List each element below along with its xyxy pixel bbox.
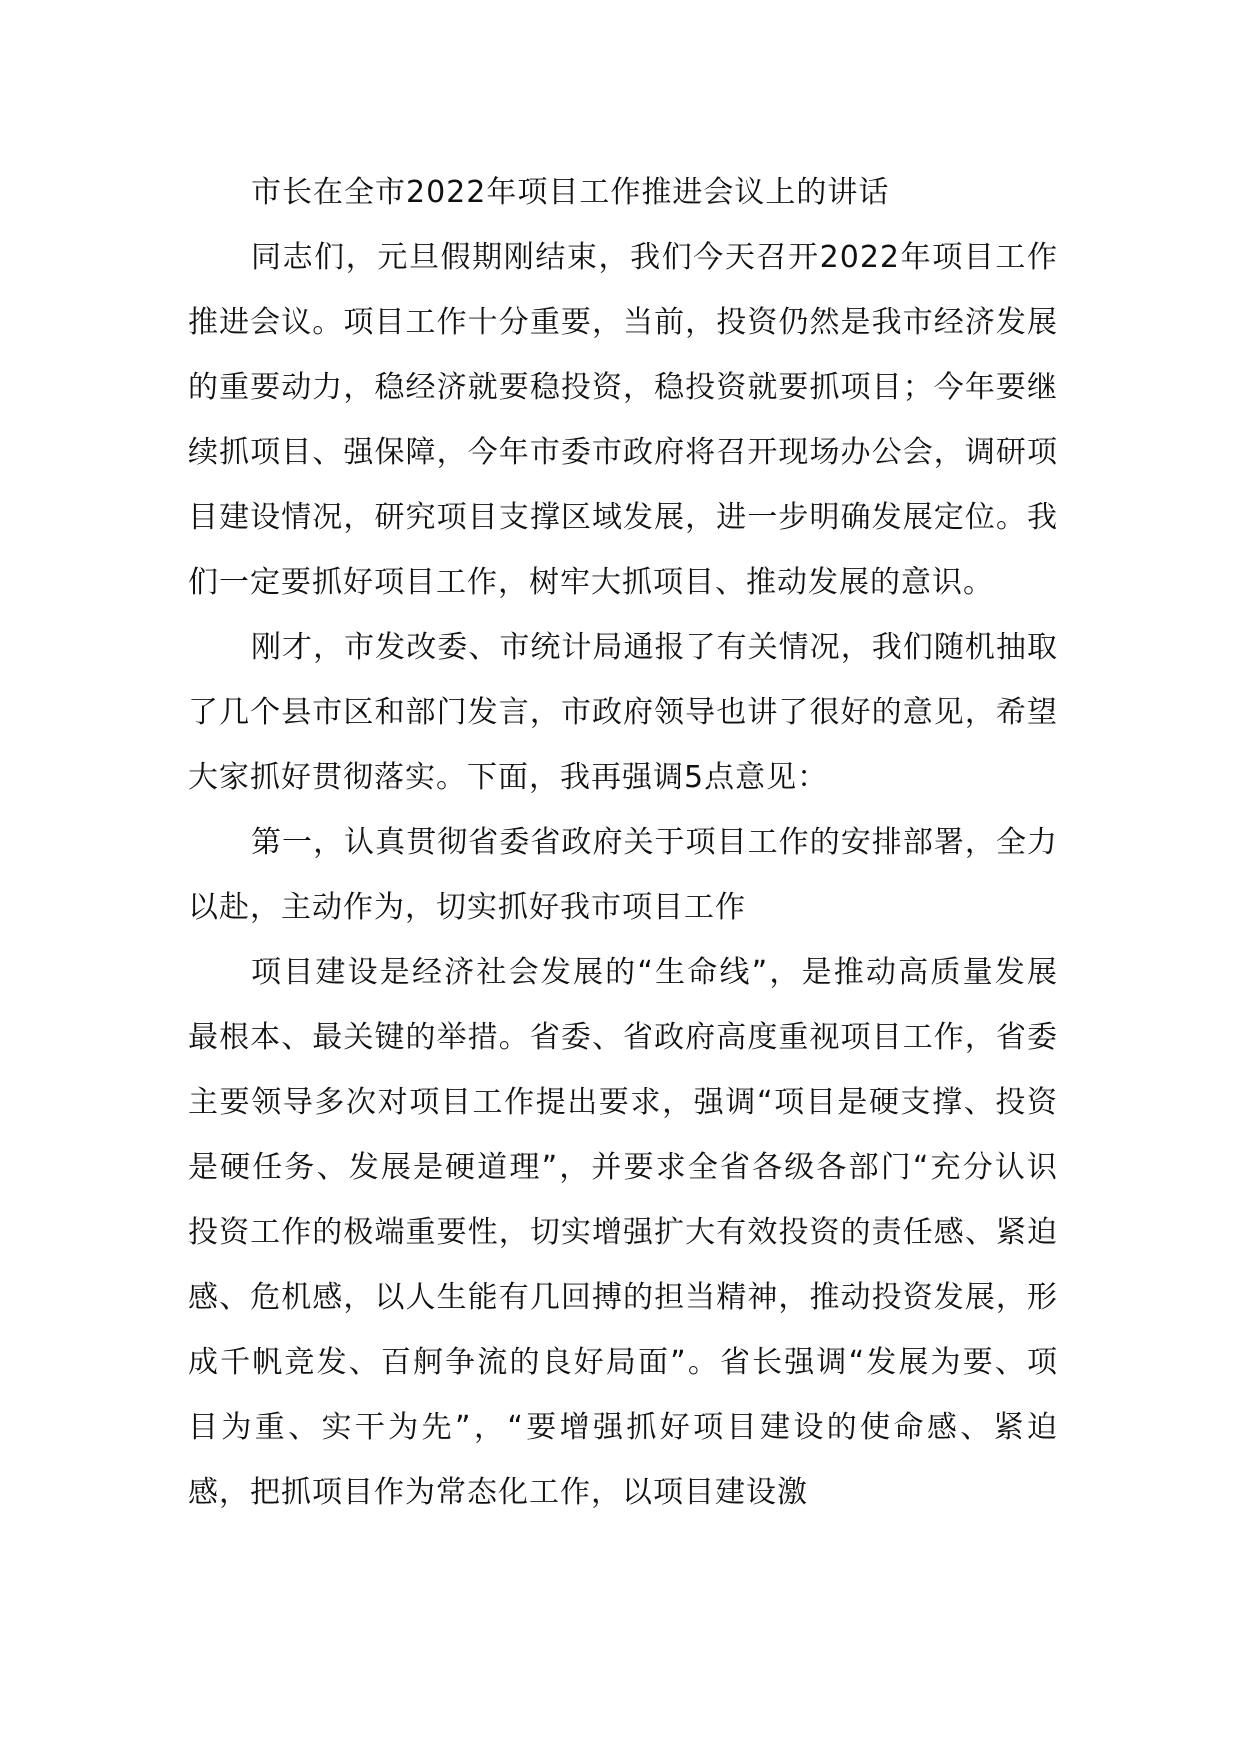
paragraph-reports: 刚才，市发改委、市统计局通报了有关情况，我们随机抽取了几个县市区和部门发言，市政府领导也讲了很好的意见，希望大家抓好贯彻落实。下面，我再强调5点意见：	[188, 630, 1058, 795]
paragraph-point-one-heading: 第一，认真贯彻省委省政府关于项目工作的安排部署，全力以赴，主动作为，切实抓好我市项目工作	[188, 825, 1058, 925]
paragraph-opening: 同志们，元旦假期刚结束，我们今天召开2022年项目工作推进会议。项目工作十分重要，当前，投资仍然是我市经济发展的重要动力，稳经济就要稳投资，稳投资就要抓项目；今年要继续抓项目、强保障，今年市委市政府将召开现场办公会，调研项目建设情况，研究项目支撑区域发展，进一步明确发展定位。我们一定要抓好项目工作，树牢大抓项目、推动发展的意识。	[188, 240, 1058, 600]
document-body	[188, 160, 1058, 1525]
paragraph-project-importance: 项目建设是经济社会发展的“生命线”，是推动高质量发展最根本、最关键的举措。省委、省政府高度重视项目工作，省委主要领导多次对项目工作提出要求，强调“项目是硬支撑、投资是硬任务、发展是硬道理”，并要求全省各级各部门“充分认识投资工作的极端重要性，切实增强扩大有效投资的责任感、紧迫感、危机感，以人生能有几回搏的担当精神，推动投资发展，形成千帆竞发、百舸争流的良好局面”。省长强调“发展为要、项目为重、实干为先”，“要增强抓好项目建设的使命感、紧迫感，把抓项目作为常态化工作，以项目建设激	[188, 955, 1058, 1510]
document-title: 市长在全市2022年项目工作推进会议上的讲话	[251, 175, 890, 210]
